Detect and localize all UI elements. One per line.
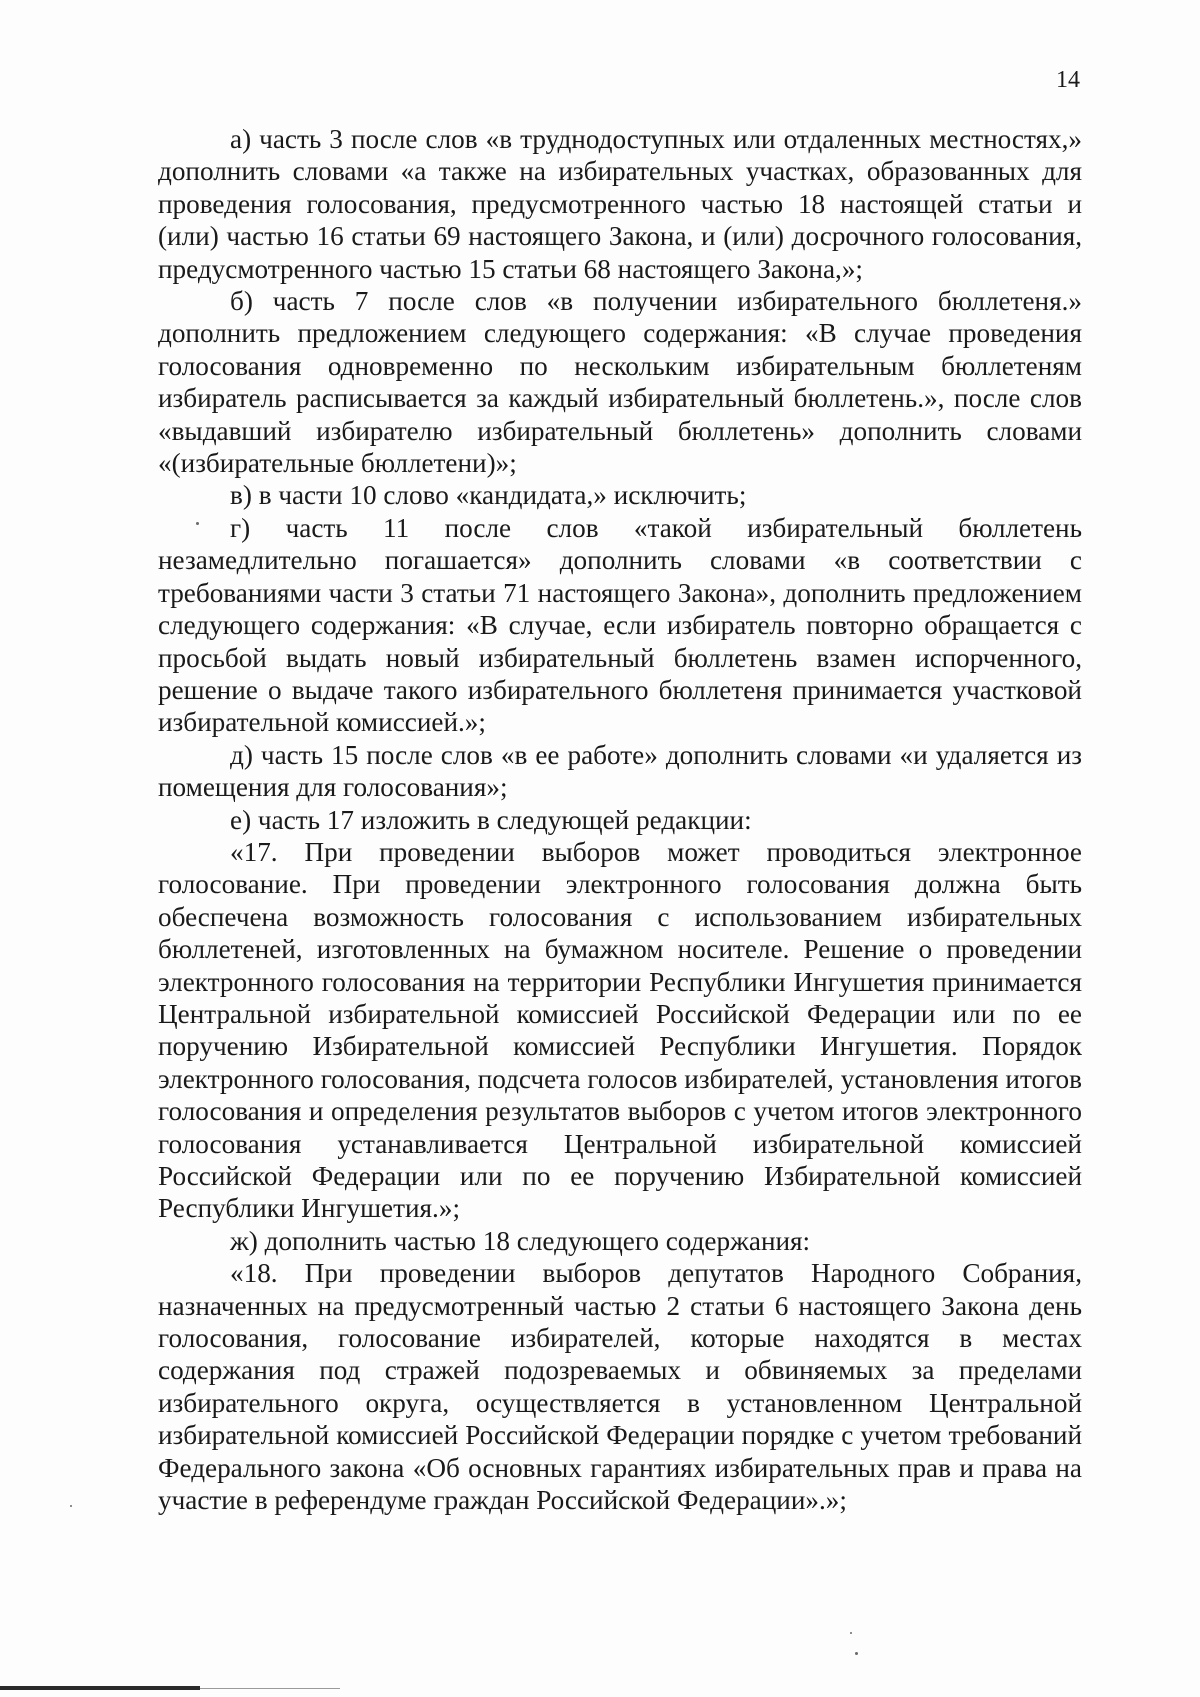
document-body [158, 123, 1082, 1516]
scan-speck [196, 522, 199, 525]
scan-speck [70, 1505, 72, 1507]
scan-speck [855, 1652, 858, 1655]
page-number: 14 [1056, 67, 1080, 93]
paragraph-v: в) в части 10 слово «кандидата,» исключить; [230, 480, 747, 511]
paragraph-part-18: «18. При проведении выборов депутатов Народного Собрания, назначенных на предусмотренный частью 2 статьи 6 настоящего Закона день голосования, голосование избирателей, которые находятся в местах содержания под стражей подозреваемых и обвиняемых за пределами избирательного округа, осуществляется в установленном Центральной избирательной комиссией Российской Федерации порядке с учетом требований Федерального закона «Об основных гарантиях избирательных прав и права на участие в референдуме граждан Российской Федерации».»; [158, 1258, 1082, 1516]
paragraph-zh: ж) дополнить частью 18 следующего содержания: [230, 1225, 811, 1256]
paragraph-d: д) часть 15 после слов «в ее работе» дополнить словами «и удаляется из помещения для голосования»; [158, 739, 1082, 803]
paragraph-g: г) часть 11 после слов «такой избирательный бюллетень незамедлительно погашается» дополнить словами «в соответствии с требованиями части 3 статьи 71 настоящего Закона», дополнить предложением следующего содержания: «В случае, если избиратель повторно обращается с просьбой выдать новый избирательный бюллетень взамен испорченного, решение о выдаче такого избирательного бюллетеня принимается участковой избирательной комиссией.»; [158, 512, 1082, 738]
scan-edge-line [0, 1686, 200, 1690]
paragraph-e: е) часть 17 изложить в следующей редакции: [230, 804, 752, 835]
paragraph-b: б) часть 7 после слов «в получении избирательного бюллетеня.» дополнить предложением следующего содержания: «В случае проведения голосования одновременно по нескольким избирательным бюллетеням избиратель расписывается за каждый избирательный бюллетень.», после слов «выдавший избирателю избирательный бюллетень» дополнить словами «(избирательные бюллетени)»; [158, 286, 1082, 479]
scan-speck [850, 1632, 852, 1634]
paragraph-a: а) часть 3 после слов «в труднодоступных или отдаленных местностях,» дополнить словами «а также на избирательных участках, образованных для проведения голосования, предусмотренного частью 18 настоящей статьи и (или) частью 16 статьи 69 настоящего Закона, и (или) досрочного голосования, предусмотренного частью 15 статьи 68 настоящего Закона,»; [158, 124, 1082, 284]
scan-edge-line [200, 1688, 340, 1689]
paragraph-part-17: «17. При проведении выборов может проводиться электронное голосование. При проведении электронного голосования должна быть обеспечена возможность голосования с использованием избирательных бюллетеней, изготовленных на бумажном носителе. Решение о проведении электронного голосования на территории Республики Ингушетия принимается Центральной избирательной комиссией Российской Федерации или по ее поручению Избирательной комиссией Республики Ингушетия. Порядок электронного голосования, подсчета голосов избирателей, установления итогов голосования и определения результатов выборов с учетом итогов электронного голосования устанавливается Центральной избирательной комиссией Российской Федерации или по ее поручению Избирательной комиссией Республики Ингушетия.»; [158, 836, 1082, 1224]
